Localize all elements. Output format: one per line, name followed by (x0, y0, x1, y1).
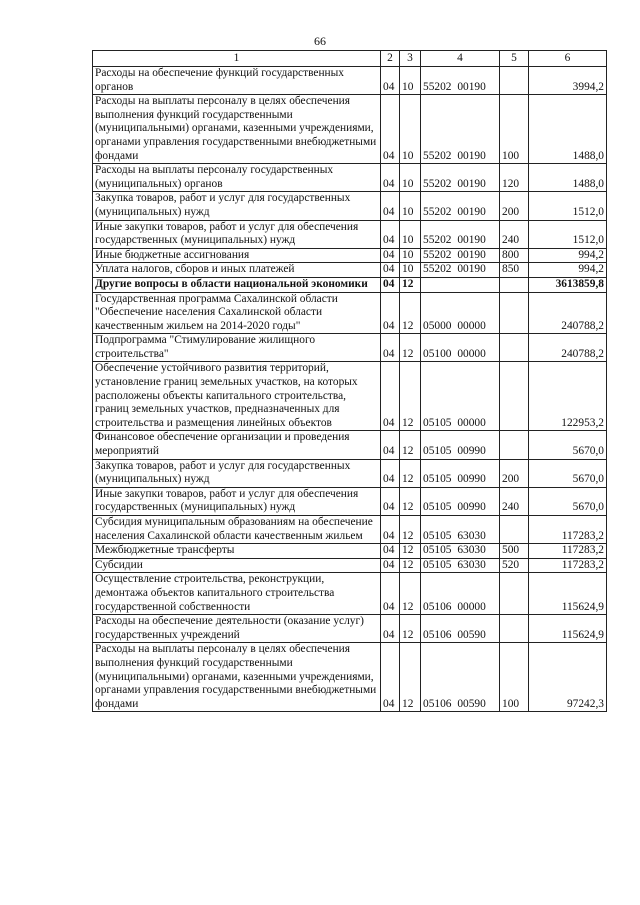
row-subsection-cell: 12 (400, 459, 421, 487)
table-row (93, 516, 607, 544)
row-subsection-cell: 12 (400, 292, 421, 334)
row-amount-cell: 5670,0 (529, 431, 607, 459)
row-name-cell: Субсидии (93, 558, 381, 573)
row-expense-type-cell: 520 (500, 558, 529, 573)
row-section-cell: 04 (381, 277, 400, 292)
row-amount-cell: 1488,0 (529, 95, 607, 164)
row-expense-type-cell: 800 (500, 248, 529, 263)
column-header-target-article: 4 (421, 51, 500, 67)
row-section-cell: 04 (381, 192, 400, 220)
column-header-expense-type: 5 (500, 51, 529, 67)
row-subsection-cell: 12 (400, 544, 421, 559)
row-name-cell: Закупка товаров, работ и услуг для государственных (муниципальных) нужд (93, 192, 381, 220)
table-row (93, 95, 607, 164)
row-target-article-cell: 55202 00190 (421, 95, 500, 164)
row-target-article-cell: 05000 00000 (421, 292, 500, 334)
row-name-cell: Расходы на обеспечение функций государственных органов (93, 67, 381, 95)
row-expense-type-cell: 200 (500, 459, 529, 487)
row-name-cell: Субсидия муниципальным образованиям на обеспечение населения Сахалинской области качественным жильем (93, 516, 381, 544)
row-expense-type-cell (500, 516, 529, 544)
row-subsection-cell: 12 (400, 431, 421, 459)
row-section-cell: 04 (381, 67, 400, 95)
row-subsection-cell: 12 (400, 573, 421, 615)
row-section-cell: 04 (381, 164, 400, 192)
budget-table (92, 50, 607, 712)
row-name-cell: Расходы на выплаты персоналу в целях обеспечения выполнения функций государственными (муниципальными) органами, казенными учреждениями, органами управления государственными внебюджетными фондами (93, 95, 381, 164)
row-section-cell: 04 (381, 248, 400, 263)
row-subsection-cell: 10 (400, 95, 421, 164)
row-target-article-cell (421, 277, 500, 292)
row-target-article-cell: 05105 63030 (421, 558, 500, 573)
row-section-cell: 04 (381, 95, 400, 164)
row-amount-cell: 5670,0 (529, 487, 607, 515)
row-section-cell: 04 (381, 643, 400, 712)
row-name-cell: Иные закупки товаров, работ и услуг для обеспечения государственных (муниципальных) нужд (93, 487, 381, 515)
row-name-cell: Иные бюджетные ассигнования (93, 248, 381, 263)
row-target-article-cell: 55202 00190 (421, 164, 500, 192)
table-row (93, 164, 607, 192)
row-section-cell: 04 (381, 263, 400, 278)
row-subsection-cell: 10 (400, 192, 421, 220)
row-expense-type-cell (500, 334, 529, 362)
table-row (93, 643, 607, 712)
row-amount-cell: 1512,0 (529, 192, 607, 220)
row-amount-cell: 3994,2 (529, 67, 607, 95)
row-subsection-cell: 12 (400, 487, 421, 515)
row-expense-type-cell: 850 (500, 263, 529, 278)
row-name-cell: Расходы на выплаты персоналу государственных (муниципальных) органов (93, 164, 381, 192)
row-amount-cell: 1512,0 (529, 220, 607, 248)
table-row (93, 558, 607, 573)
row-amount-cell: 1488,0 (529, 164, 607, 192)
row-amount-cell: 3613859,8 (529, 277, 607, 292)
row-expense-type-cell (500, 292, 529, 334)
row-subsection-cell: 12 (400, 277, 421, 292)
table-row (93, 220, 607, 248)
row-name-cell: Государственная программа Сахалинской области "Обеспечение населения Сахалинской области качественным жильем на 2014-2020 годы" (93, 292, 381, 334)
column-header-name: 1 (93, 51, 381, 67)
row-expense-type-cell: 120 (500, 164, 529, 192)
row-target-article-cell: 05105 63030 (421, 544, 500, 559)
row-subsection-cell: 10 (400, 164, 421, 192)
table-row (93, 431, 607, 459)
table-row (93, 487, 607, 515)
row-target-article-cell: 55202 00190 (421, 192, 500, 220)
row-subsection-cell: 12 (400, 362, 421, 431)
row-amount-cell: 994,2 (529, 263, 607, 278)
row-expense-type-cell: 240 (500, 487, 529, 515)
row-expense-type-cell (500, 277, 529, 292)
row-target-article-cell: 05106 00590 (421, 615, 500, 643)
table-row (93, 192, 607, 220)
row-section-cell: 04 (381, 334, 400, 362)
row-expense-type-cell (500, 67, 529, 95)
column-header-amount: 6 (529, 51, 607, 67)
table-body (93, 67, 607, 712)
row-target-article-cell: 05106 00000 (421, 573, 500, 615)
table-row (93, 544, 607, 559)
row-name-cell: Закупка товаров, работ и услуг для государственных (муниципальных) нужд (93, 459, 381, 487)
row-subsection-cell: 12 (400, 334, 421, 362)
row-amount-cell: 240788,2 (529, 292, 607, 334)
table-row (93, 292, 607, 334)
row-section-cell: 04 (381, 516, 400, 544)
row-expense-type-cell (500, 362, 529, 431)
row-amount-cell: 117283,2 (529, 558, 607, 573)
row-expense-type-cell: 500 (500, 544, 529, 559)
column-header-section: 2 (381, 51, 400, 67)
row-target-article-cell: 55202 00190 (421, 67, 500, 95)
row-expense-type-cell: 200 (500, 192, 529, 220)
table-row (93, 362, 607, 431)
table-row (93, 573, 607, 615)
table-row (93, 263, 607, 278)
row-amount-cell: 117283,2 (529, 516, 607, 544)
table-row (93, 615, 607, 643)
table-row (93, 67, 607, 95)
row-amount-cell: 240788,2 (529, 334, 607, 362)
table-row (93, 248, 607, 263)
column-header-subsection: 3 (400, 51, 421, 67)
row-target-article-cell: 05105 00990 (421, 487, 500, 515)
row-section-cell: 04 (381, 615, 400, 643)
row-section-cell: 04 (381, 558, 400, 573)
row-expense-type-cell (500, 615, 529, 643)
table-row (93, 334, 607, 362)
row-subsection-cell: 10 (400, 248, 421, 263)
row-name-cell: Расходы на обеспечение деятельности (оказание услуг) государственных учреждений (93, 615, 381, 643)
row-subsection-cell: 10 (400, 220, 421, 248)
row-amount-cell: 994,2 (529, 248, 607, 263)
row-subsection-cell: 12 (400, 615, 421, 643)
row-expense-type-cell (500, 573, 529, 615)
row-amount-cell: 117283,2 (529, 544, 607, 559)
row-expense-type-cell: 100 (500, 95, 529, 164)
row-name-cell: Иные закупки товаров, работ и услуг для обеспечения государственных (муниципальных) нужд (93, 220, 381, 248)
header-row (93, 51, 607, 67)
row-expense-type-cell (500, 431, 529, 459)
row-subsection-cell: 12 (400, 558, 421, 573)
row-section-cell: 04 (381, 487, 400, 515)
row-target-article-cell: 55202 00190 (421, 263, 500, 278)
row-section-cell: 04 (381, 544, 400, 559)
table-row (93, 459, 607, 487)
row-section-cell: 04 (381, 573, 400, 615)
row-amount-cell: 115624,9 (529, 573, 607, 615)
row-target-article-cell: 05105 00990 (421, 459, 500, 487)
row-target-article-cell: 55202 00190 (421, 220, 500, 248)
row-target-article-cell: 05106 00590 (421, 643, 500, 712)
row-amount-cell: 97242,3 (529, 643, 607, 712)
row-name-cell: Подпрограмма "Стимулирование жилищного строительства" (93, 334, 381, 362)
table-row (93, 277, 607, 292)
row-target-article-cell: 55202 00190 (421, 248, 500, 263)
row-name-cell: Другие вопросы в области национальной экономики (93, 277, 381, 292)
row-section-cell: 04 (381, 362, 400, 431)
row-subsection-cell: 12 (400, 643, 421, 712)
row-name-cell: Расходы на выплаты персоналу в целях обеспечения выполнения функций государственными (муниципальными) органами, казенными учреждениями, органами управления государственными внебюджетными фондами (93, 643, 381, 712)
row-amount-cell: 122953,2 (529, 362, 607, 431)
row-amount-cell: 5670,0 (529, 459, 607, 487)
row-section-cell: 04 (381, 431, 400, 459)
row-name-cell: Уплата налогов, сборов и иных платежей (93, 263, 381, 278)
row-target-article-cell: 05100 00000 (421, 334, 500, 362)
row-expense-type-cell: 100 (500, 643, 529, 712)
row-name-cell: Осуществление строительства, реконструкции, демонтажа объектов капитального строительства государственной собственности (93, 573, 381, 615)
row-name-cell: Финансовое обеспечение организации и проведения мероприятий (93, 431, 381, 459)
row-section-cell: 04 (381, 459, 400, 487)
row-amount-cell: 115624,9 (529, 615, 607, 643)
row-name-cell: Межбюджетные трансферты (93, 544, 381, 559)
row-target-article-cell: 05105 63030 (421, 516, 500, 544)
row-subsection-cell: 12 (400, 516, 421, 544)
row-section-cell: 04 (381, 292, 400, 334)
row-target-article-cell: 05105 00000 (421, 362, 500, 431)
row-subsection-cell: 10 (400, 67, 421, 95)
row-name-cell: Обеспечение устойчивого развития территорий, установление границ земельных участков, на которых расположены объекты капитального строительства, границ земельных участков, предназначенных для строительства и размещения линейных объектов (93, 362, 381, 431)
row-expense-type-cell: 240 (500, 220, 529, 248)
row-section-cell: 04 (381, 220, 400, 248)
row-subsection-cell: 10 (400, 263, 421, 278)
page-number: 66 (314, 34, 326, 48)
row-target-article-cell: 05105 00990 (421, 431, 500, 459)
